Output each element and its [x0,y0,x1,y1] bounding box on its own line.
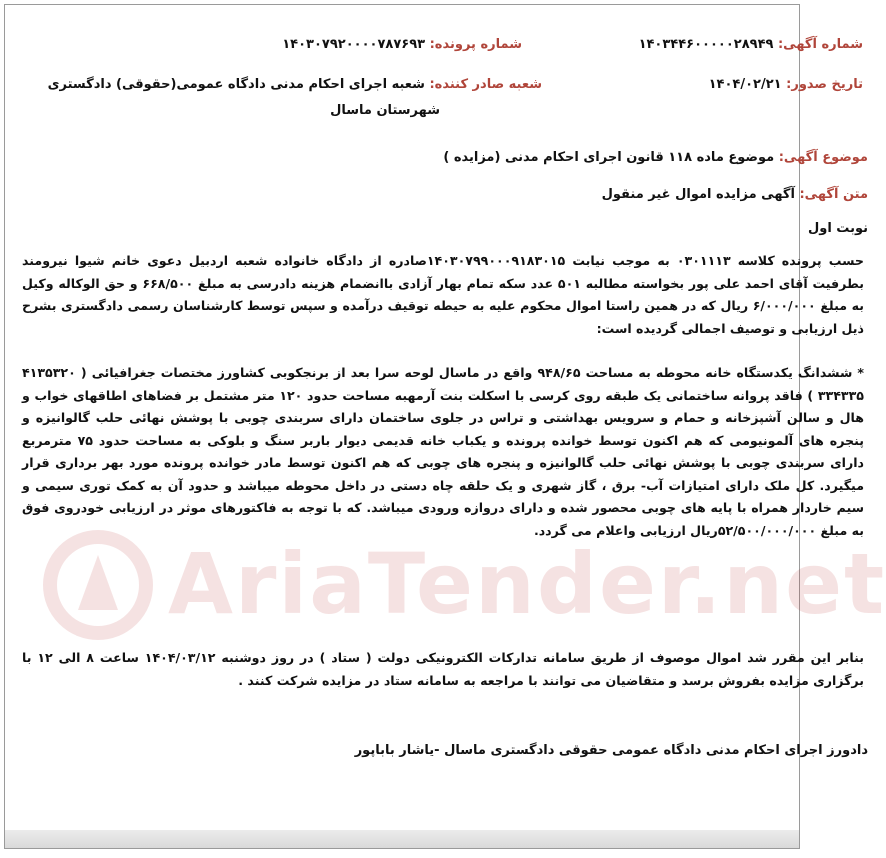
issuing-branch-value-2: شهرستان ماسال [330,103,440,118]
body-title-value: آگهی مزایده اموال غیر منقول [601,187,795,202]
paragraph-auction-schedule: بنابر این مقرر شد اموال موصوف از طریق سامانه تدارکات الکترونیکی دولت ( ستاد ) در روز دوشنبه ۱۴۰۴/۰۳/۱۲ ساعت ۸ الی ۱۲ با برگزاری مزایده بفروش برسد و متقاضیان می توانند با مراجعه به سامانه ستاد در مزایده شرکت کنند . [22,650,864,688]
round-text: نوبت اول [807,221,868,236]
case-number-label: شماره پرونده: [429,37,522,52]
issue-date-label: تاریخ صدور: [786,77,863,92]
signature-text: دادورز اجرای احکام مدنی دادگاه عمومی حقوقی دادگستری ماسال -یاشار باباپور [354,743,868,758]
signature [355,743,868,758]
notice-number [639,37,863,52]
round [808,221,868,236]
issue-date [709,77,863,92]
issuing-branch-label: شعبه صادر کننده: [429,77,542,92]
body-title [602,187,868,202]
subject-label: موضوع آگهی: [778,150,868,165]
paragraph-property-description: * ششدانگ یکدستگاه خانه محوطه به مساحت ۹۴۸/۶۵ واقع در ماسال لوحه سرا بعد از برنجکوبی کشاورز مختصات جغرافیائی ( ۴۱۳۵۳۲۰ ۳۳۴۳۳۵ ) فاقد پروانه ساختمانی یک طبقه روی کرسی با اسکلت بنت آرمهبه مساحت حدود ۱۲۰ متر مشتمل بر فضاهای اطاقهای خواب و هال و سالن آشپزخانه و حمام و سرویس بهداشتی و تراس در جلوی ساختمان دارای سربندی چوبی با پوشش نهائی حلب گالوانیزه و پنجره های آلمونیومی که هم اکنون توسط خوانده پرونده و یکباب خانه قدیمی دیوار باربر سنگ و بلوکی به مساحت حدود ۷۵ مترمربع دارای سربندی چوبی با پوشش نهائی حلب گالوانیزه و پنجره های چوبی که هم اکنون توسط مادر خوانده پرونده مورد بهر برداری قرار میگیرد. کل ملک دارای امتیازات آب- برق ، گاز شهری و یک حلقه چاه دستی در داخل محوطه میباشد و حدود آن به کمک توری سیمی و سیم خاردار همراه با پایه های چوبی محصور شده و دارای دروازه ورودی میباشد. که با توجه به فاکتورهای موثر در ارزیابی خودروی فوق به مبلغ ۵۲/۵۰۰/۰۰۰/۰۰۰ریال ارزیابی واعلام می گردد. [22,365,864,538]
body-title-label: متن آگهی: [799,187,868,202]
paragraph-case-details: حسب پرونده کلاسه ۰۳۰۱۱۱۳ به موجب نیابت ۱۴۰۳۰۷۹۹۰۰۰۹۱۸۳۰۱۵صادره از دادگاه خانواده شعبه اردبیل دعوی خانم شیوا نیرومند بطرفیت آقای احمد علی پور بخواسته مطالبه ۵۰۱ عدد سکه تمام بهار آزادی باانضمام هزینه دادرسی به مبلغ ۶۶۸/۵۰۰ و حق الوکاله وکیل به مبلغ ۶/۰۰۰/۰۰۰ ریال که در همین راستا اموال محکوم علیه به حیطه توقیف درآمده و سپس توسط کارشناسان رسمی دادگستری بشرح ذیل ارزیابی و توصیف اجمالی گردیده است: [22,253,865,336]
subject [443,150,868,165]
notice-number-label: شماره آگهی: [777,37,863,52]
issuing-branch-line2 [330,103,440,118]
issue-date-value: ۱۴۰۴/۰۲/۲۱ [708,77,782,92]
notice-number-value: ۱۴۰۳۴۴۶۰۰۰۰۰۲۸۹۴۹ [638,37,774,52]
case-number-value: ۱۴۰۳۰۷۹۲۰۰۰۰۷۸۷۶۹۳ [282,37,426,52]
subject-value: موضوع ماده ۱۱۸ قانون اجرای احکام مدنی (مزایده ) [443,150,775,165]
case-number [282,37,522,52]
issuing-branch-value: شعبه اجرای احکام مدنی دادگاه عمومی(حقوقی) دادگستری [47,77,425,92]
issuing-branch [48,77,542,92]
